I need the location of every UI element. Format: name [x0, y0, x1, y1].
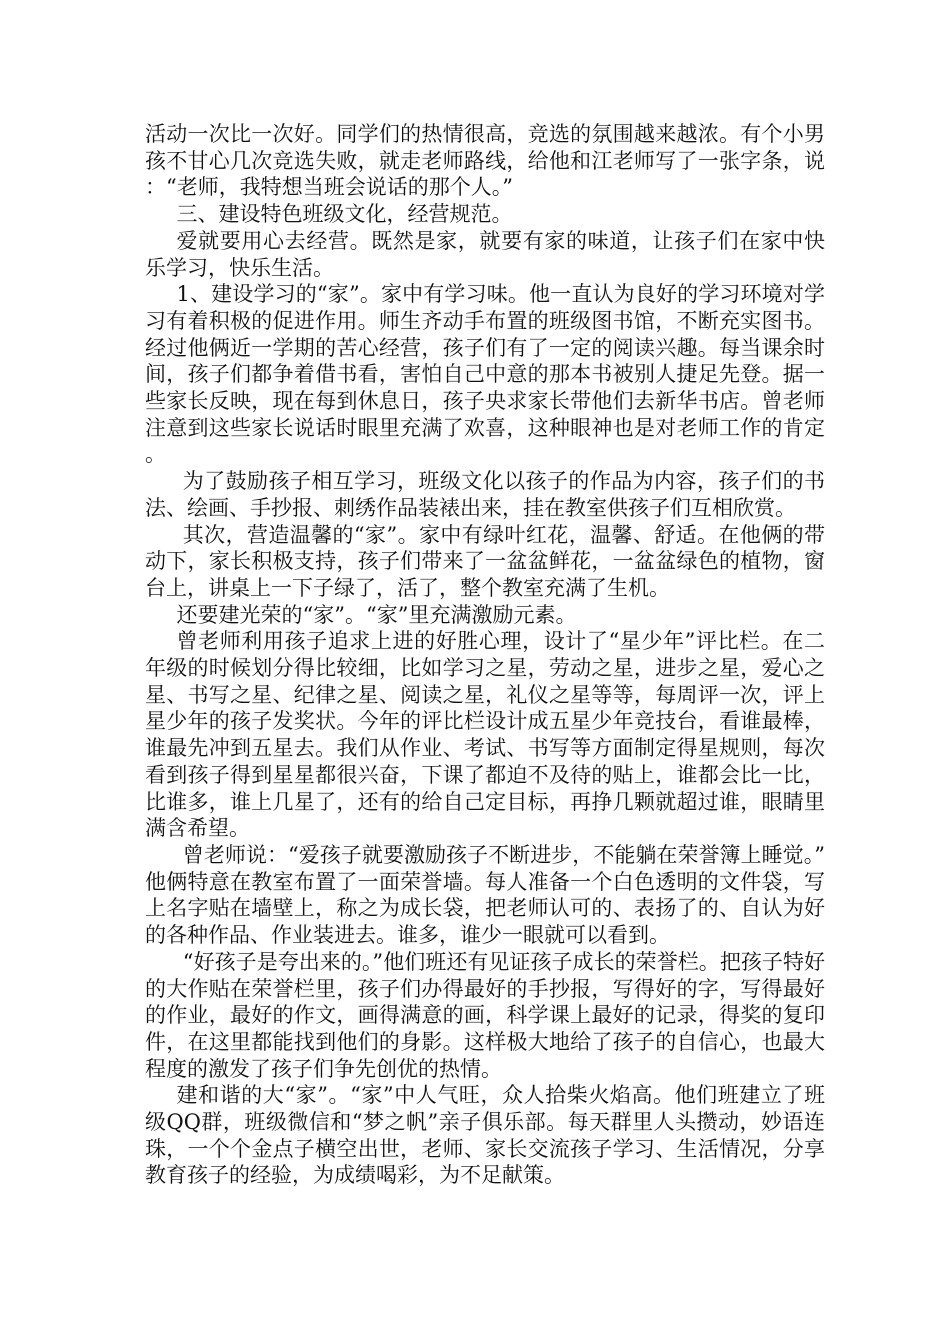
- paragraph-10: “好孩子是夸出来的。”他们班还有见证孩子成长的荣誉栏。把孩子特好的大作贴在荣誉栏里，孩子们办得最好的手抄报，写得好的字，写得最好的作业，最好的作文，画得满意的画，科学课上最好的记录，得奖的复印件，在这里都能找到他们的身影。这样极大地给了孩子的自信心，也最大程度的激发了孩子们争先创优的热情。: [145, 949, 825, 1081]
- paragraph-9: 曾老师说：“爱孩子就要激励孩子不断进步，不能躺在荣誉簿上睡觉。”他俩特意在教室布置了一面荣誉墙。每人准备一个白色透明的文件袋，写上名字贴在墙壁上，称之为成长袋，把老师认可的、表扬了的、自认为好的各种作品、作业装进去。谁多，谁少一眼就可以看到。: [145, 842, 825, 948]
- paragraph-3: 爱就要用心去经营。既然是家，就要有家的味道，让孩子们在家中快乐学习，快乐生活。: [145, 228, 825, 280]
- paragraph-7: 还要建光荣的“家”。“家”里充满激励元素。: [176, 602, 577, 627]
- document-body: [145, 121, 825, 1189]
- paragraph-11: 建和谐的大“家”。“家”中人气旺，众人拾柴火焰高。他们班建立了班级QQ群，班级微信和“梦之帆”亲子俱乐部。每天群里人头攒动，妙语连珠，一个个金点子横空出世，老师、家长交流孩子学习、生活情况，分享教育孩子的经验，为成绩喝彩，为不足献策。: [145, 1083, 825, 1188]
- paragraph-2-section-heading: 三、建设特色班级文化，经营规范。: [176, 202, 513, 227]
- paragraph-6: 其次，营造温馨的“家”。家中有绿叶红花，温馨、舒适。在他俩的带动下，家长积极支持，孩子们带来了一盆盆鲜花，一盆盆绿色的植物，窗台上，讲桌上一下子绿了，活了，整个教室充满了生机。: [145, 522, 825, 600]
- paragraph-5: 为了鼓励孩子相互学习，班级文化以孩子的作品为内容，孩子们的书法、绘画、手抄报、刺绣作品装裱出来，挂在教室供孩子们互相欣赏。: [145, 469, 825, 520]
- paragraph-1: 活动一次比一次好。同学们的热情很高，竞选的氛围越来越浓。有个小男孩不甘心几次竞选失败，就走老师路线，给他和江老师写了一张字条，说：“老师，我特想当班会说话的那个人。”: [145, 122, 825, 200]
- paragraph-4: 1、建设学习的“家”。家中有学习味。他一直认为良好的学习环境对学习有着积极的促进作用。师生齐动手布置的班级图书馆，不断充实图书。经过他俩近一学期的苦心经营，孩子们有了一定的阅读兴趣。每当课余时间，孩子们都争着借书看，害怕自己中意的那本书被别人捷足先登。据一些家长反映，现在每到休息日，孩子央求家长带他们去新华书店。曾老师注意到这些家长说话时眼里充满了欢喜，这种眼神也是对老师工作的肯定。: [145, 282, 825, 467]
- paragraph-8: 曾老师利用孩子追求上进的好胜心理，设计了“星少年”评比栏。在二年级的时候划分得比较细，比如学习之星，劳动之星，进步之星，爱心之星、书写之星、纪律之星、阅读之星，礼仪之星等等，每周评一次，评上星少年的孩子发奖状。今年的评比栏设计成五星少年竞技台，看谁最棒，谁最先冲到五星去。我们从作业、考试、书写等方面制定得星规则，每次看到孩子得到星星都很兴奋，下课了都迫不及待的贴上，谁都会比一比，比谁多，谁上几星了，还有的给自己定目标，再挣几颗就超过谁，眼睛里满含希望。: [145, 629, 825, 841]
